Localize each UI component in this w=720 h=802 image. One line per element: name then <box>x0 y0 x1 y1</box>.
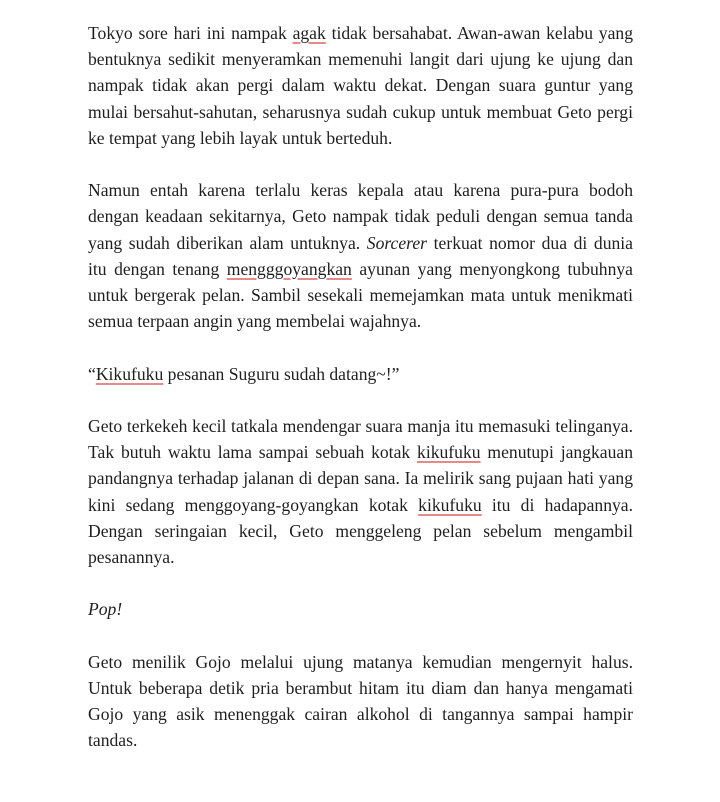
paragraph-4-text-b: menutupi jangkauan pandangnya terhadap jalanan di depan sana. Ia melirik sang pujaan hati yang kini sedang menggoyang-goyangkan kotak <box>88 442 633 515</box>
paragraph-4 <box>88 413 633 570</box>
paragraph-1-text-b: tidak bersahabat. Awan-awan kelabu yang bentuknya sedikit menyeramkan memenuhi langit dari ujung ke ujung dan nampak tidak akan pergi dalam waktu dekat. Dengan suara guntur yang mulai bersahut-sahutan, seharusnya sudah cukup untuk membuat Geto pergi ke tempat yang lebih layak untuk berteduh. <box>88 23 633 148</box>
paragraph-3-text-b: pesanan Suguru sudah datang~!” <box>163 363 400 384</box>
spellcheck-word-kikufuku: Kikufuku <box>95 363 164 384</box>
paragraph-2 <box>88 177 633 334</box>
document-body <box>88 20 633 780</box>
italic-sfx-pop: Pop! <box>88 599 123 620</box>
spellcheck-word-mengggoyangkan: mengggoyangkan <box>226 258 352 279</box>
paragraph-1 <box>88 20 633 151</box>
spellcheck-word-kikufuku-1: kikufuku <box>417 442 481 463</box>
open-quote: “ <box>88 363 96 384</box>
paragraph-2-text-c: ayunan yang menyongkong tubuhnya untuk bergerak pelan. Sambil sesekali memejamkan mata untuk menikmati semua terpaan angin yang membelai wajahnya. <box>88 258 633 332</box>
italic-word-sorcerer: Sorcerer <box>366 232 428 253</box>
paragraph-2-text-a: Namun entah karena terlalu keras kepala atau karena pura-pura bodoh dengan keadaan sekitarnya, Geto nampak tidak peduli dengan semua tanda yang sudah diberikan alam untuknya. <box>88 180 633 253</box>
paragraph-3-dialogue <box>88 361 633 387</box>
paragraph-6 <box>88 649 633 754</box>
paragraph-6-text: Geto menilik Gojo melalui ujung matanya kemudian mengernyit halus. Untuk beberapa detik pria berambut hitam itu diam dan hanya mengamati Gojo yang asik menenggak cairan alkohol di tangannya sampai hampir tandas. <box>88 651 633 751</box>
paragraph-4-text-a: Geto terkekeh kecil tatkala mendengar suara manja itu memasuki telinganya. Tak butuh waktu lama sampai sebuah kotak <box>88 416 633 463</box>
paragraph-5-sfx <box>88 596 633 622</box>
spellcheck-word-agak: agak <box>292 23 326 43</box>
spellcheck-word-kikufuku-2: kikufuku <box>418 494 482 515</box>
paragraph-1-text-a: Tokyo sore hari ini nampak <box>88 23 293 43</box>
paragraph-4-text-c: itu di hadapannya. Dengan seringaian kecil, Geto menggeleng pelan sebelum mengambil pesanannya. <box>88 494 634 568</box>
paragraph-2-text-b: terkuat nomor dua di dunia itu dengan tenang <box>88 232 633 279</box>
